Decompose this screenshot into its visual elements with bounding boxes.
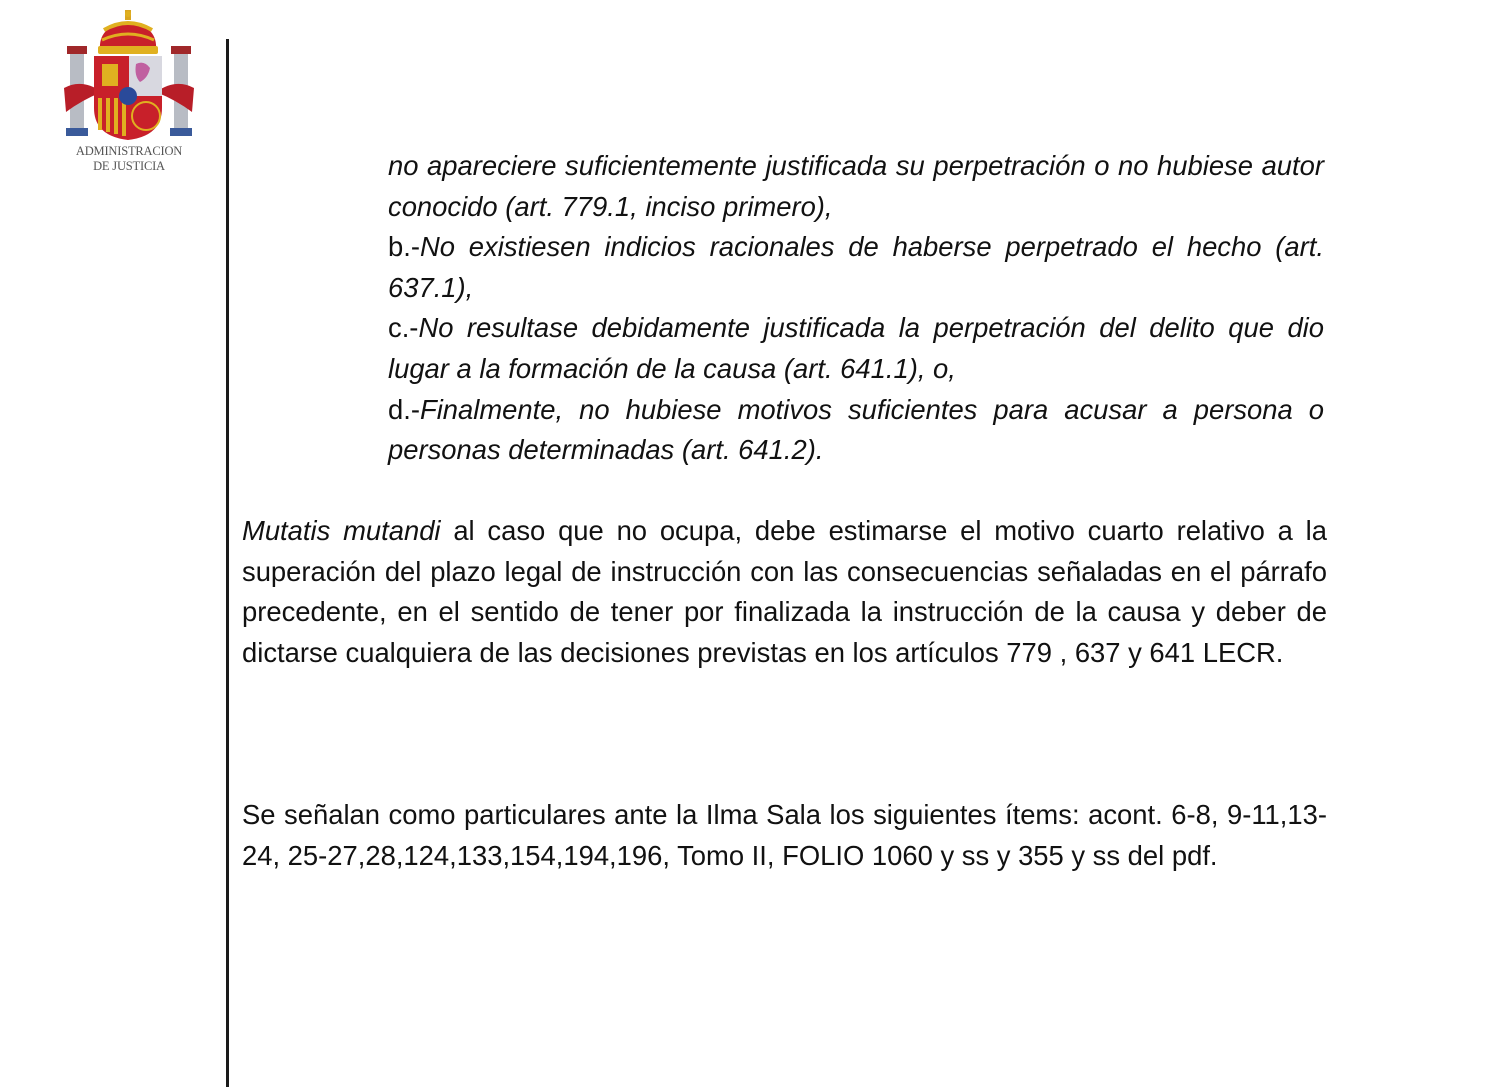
logo-caption-line1: ADMINISTRACION [75,144,183,158]
item-prefix: d.- [388,393,420,425]
quoted-legal-items [388,146,1324,471]
margin-rule [226,39,229,1087]
administracion-de-justicia-logo [62,8,196,178]
item-text: No existiesen indicios racionales de haberse perpetrado el hecho (art. 637.1), [388,231,1324,303]
item-prefix: b.- [388,231,420,263]
spanish-coat-of-arms-icon [62,8,196,144]
body-paragraph-2: Se señalan como particulares ante la Ilma Sala los siguientes ítems: acont. 6-8, 9-11,13-24, 25-27,28,124,133,154,194,196, Tomo II, FOLIO 1060 y ss y 355 y ss del pdf. [242,799,1327,871]
latin-phrase: Mutatis mutandi [242,515,441,546]
quote-item-b [388,227,1324,308]
paragraph-text: al caso que no ocupa, debe estimarse el motivo cuarto relativo a la superación del plazo legal de instrucción con las consecuencias señaladas en el párrafo precedente, en el sentido de tener por finalizada la instrucción de la causa y deber de dictarse cualquiera de las decisiones previstas en los artículos 779 , 637 y 641 LECR. [242,515,1328,668]
logo-caption-line2: DE JUSTICIA [93,159,165,173]
item-text: Finalmente, no hubiese motivos suficientes para acusar a persona o personas determinadas (art. 641.2). [388,393,1324,466]
body-paragraph-1 [242,511,1327,673]
quote-item-a-continuation: no apareciere suficientemente justificada su perpetración o no hubiese autor conocido (art. 779.1, inciso primero), [388,150,1324,222]
item-prefix: c.- [388,312,419,344]
quote-item-d [388,390,1324,471]
quote-item-c [388,308,1324,389]
item-text: No resultase debidamente justificada la perpetración del delito que dio lugar a la formación de la causa (art. 641.1), o, [388,312,1324,384]
